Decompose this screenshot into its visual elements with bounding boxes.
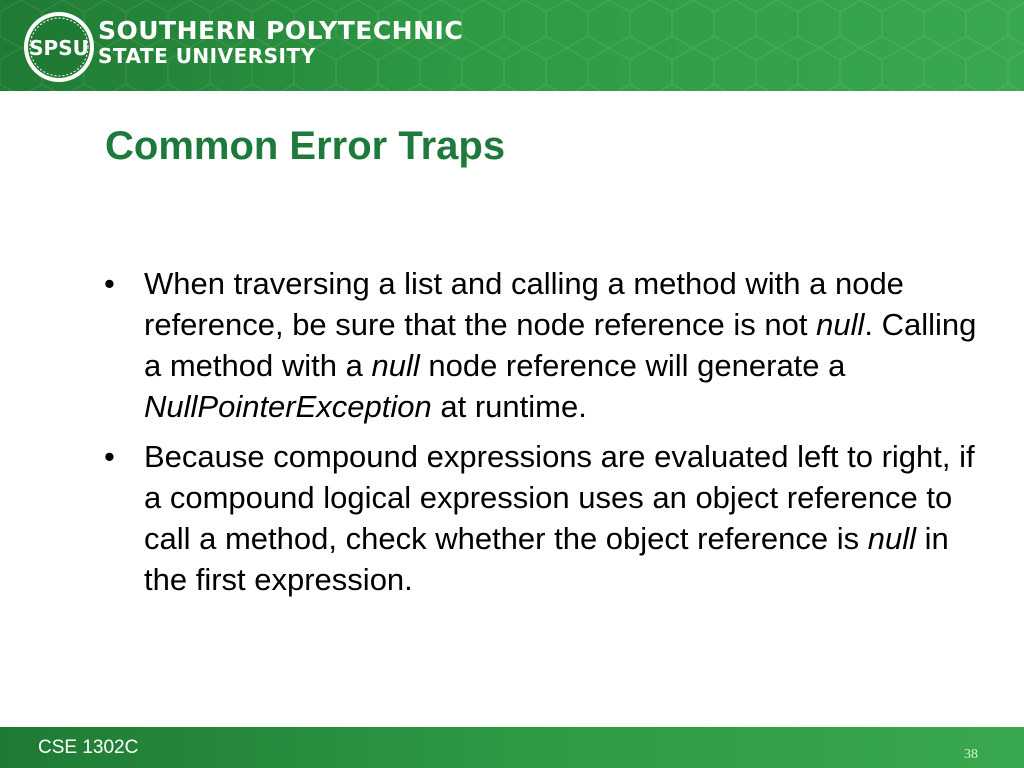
slide-title: Common Error Traps — [105, 124, 506, 168]
bullet-italic-text: null — [371, 348, 420, 383]
bullet-text: in the first expression. — [144, 521, 949, 597]
university-wordmark — [98, 18, 463, 66]
header-banner — [0, 0, 1024, 91]
bullet-text: . Calling a method with a — [144, 307, 977, 383]
bullet-italic-text: null — [867, 521, 916, 556]
bullet-text: Because compound expressions are evaluated left to right, if a compound logical expression uses an object reference to call a method, check whether the object reference is — [144, 439, 975, 556]
seal-abbreviation: SPSU — [29, 36, 89, 60]
bullet-marker: • — [104, 266, 115, 301]
bullet-italic-text: null — [816, 307, 865, 342]
bullet-item — [104, 263, 984, 427]
page-number: 38 — [964, 747, 978, 762]
bullet-text: at runtime. — [431, 389, 587, 424]
bullet-marker: • — [104, 439, 115, 474]
footer-banner — [0, 727, 1024, 768]
university-name-line2: STATE UNIVERSITY — [98, 44, 316, 68]
bullet-list — [104, 263, 984, 609]
university-seal-logo — [22, 10, 96, 84]
bullet-text: When traversing a list and calling a method with a node reference, be sure that the node reference is not — [144, 266, 904, 342]
university-name-line1: SOUTHERN POLYTECHNIC — [98, 16, 464, 45]
bullet-italic-text: NullPointerException — [144, 389, 432, 424]
bullet-text: node reference will generate a — [419, 348, 846, 383]
bullet-item — [104, 436, 984, 600]
course-code: CSE 1302C — [38, 737, 139, 758]
